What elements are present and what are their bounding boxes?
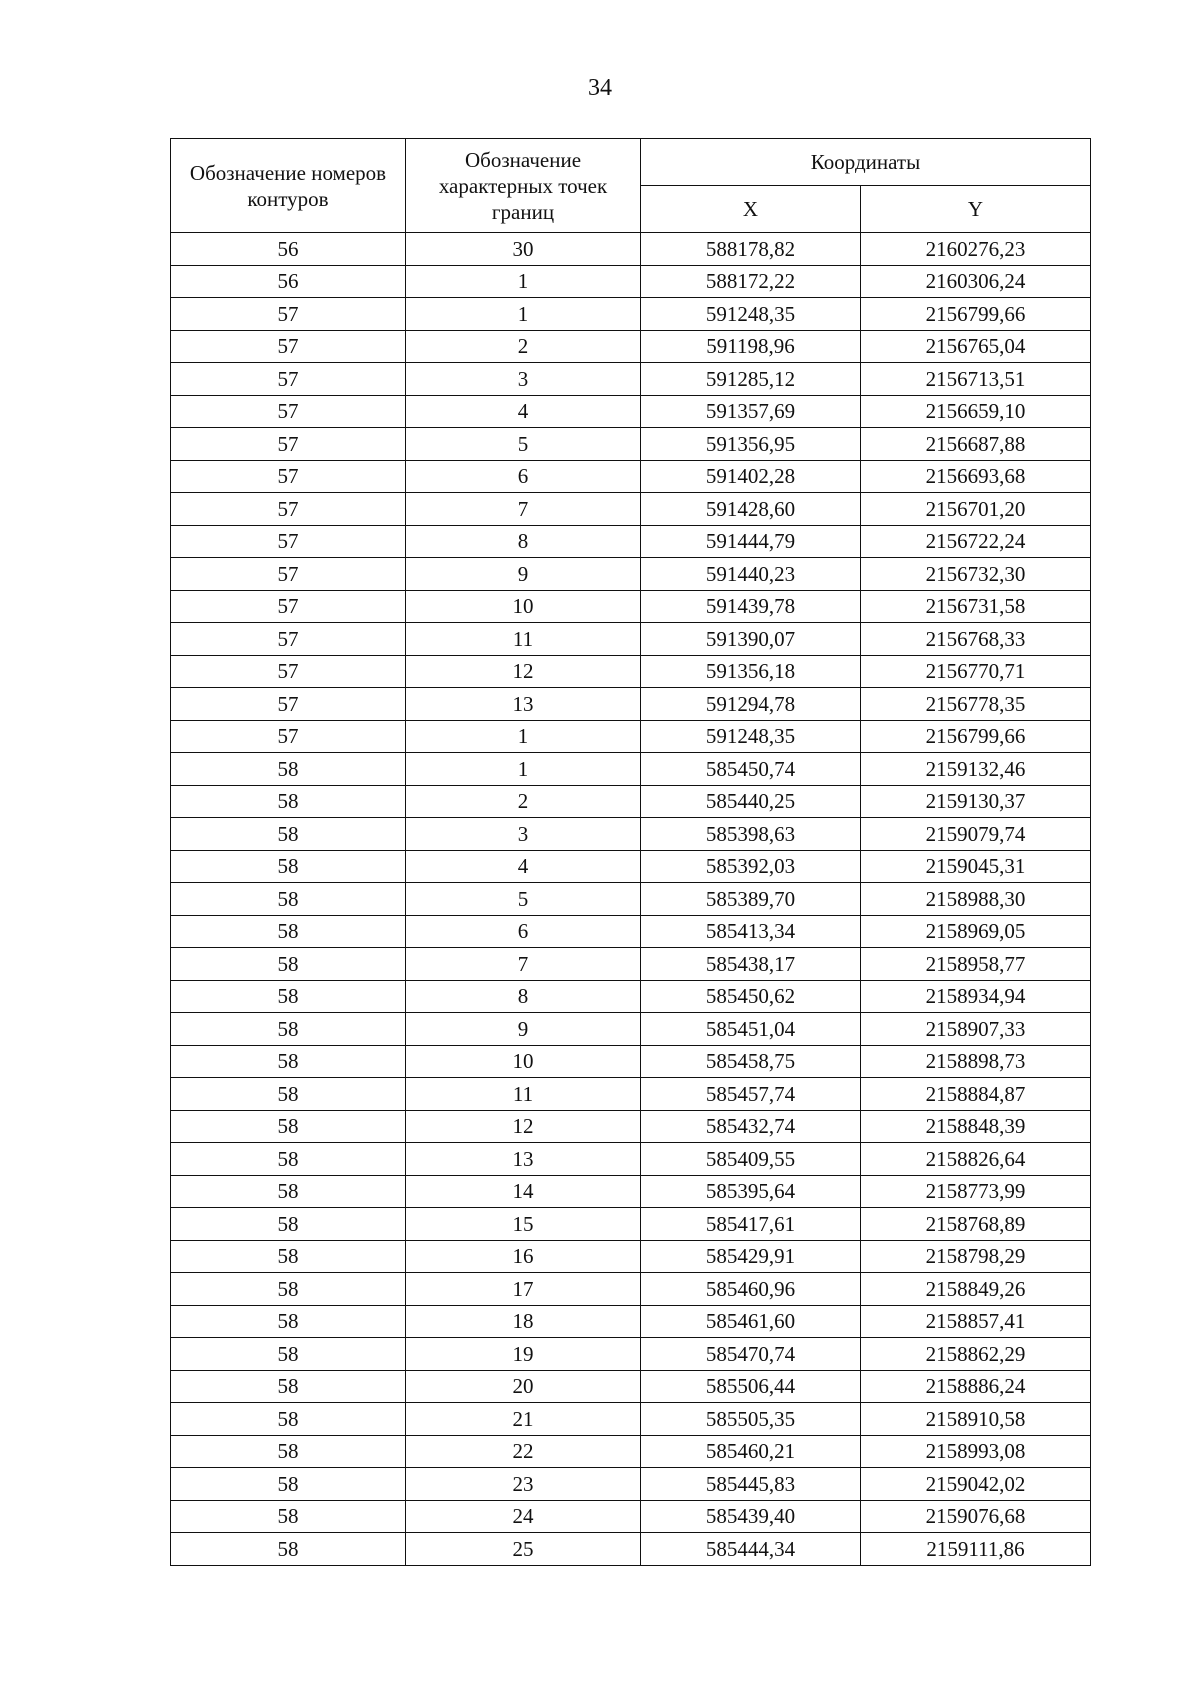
y-coordinate-cell: 2158849,26: [861, 1273, 1091, 1306]
y-coordinate-cell: 2158768,89: [861, 1208, 1091, 1241]
table-row: [171, 590, 1091, 623]
x-coordinate-cell: 585432,74: [641, 1110, 861, 1143]
contour-number-cell: 58: [171, 818, 406, 851]
contour-number-cell: 58: [171, 1533, 406, 1566]
point-number-cell: 8: [406, 525, 641, 558]
x-coordinate-cell: 585458,75: [641, 1045, 861, 1078]
contour-number-cell: 58: [171, 785, 406, 818]
y-coordinate-cell: 2156770,71: [861, 655, 1091, 688]
contour-number-cell: 57: [171, 298, 406, 331]
contour-number-cell: 58: [171, 915, 406, 948]
table-row: [171, 753, 1091, 786]
y-coordinate-cell: 2159130,37: [861, 785, 1091, 818]
contour-number-cell: 57: [171, 460, 406, 493]
x-coordinate-cell: 591390,07: [641, 623, 861, 656]
contour-number-cell: 57: [171, 428, 406, 461]
coordinates-header: Координаты: [641, 139, 1091, 186]
coordinates-table: [170, 138, 1091, 1566]
table-row: [171, 493, 1091, 526]
table-row: [171, 1143, 1091, 1176]
table-row: [171, 1078, 1091, 1111]
point-number-cell: 30: [406, 233, 641, 266]
x-coordinate-cell: 585450,74: [641, 753, 861, 786]
y-coordinate-cell: 2158988,30: [861, 883, 1091, 916]
point-number-cell: 10: [406, 590, 641, 623]
x-coordinate-cell: 585438,17: [641, 948, 861, 981]
contour-number-cell: 58: [171, 1338, 406, 1371]
x-coordinate-cell: 585461,60: [641, 1305, 861, 1338]
point-number-cell: 7: [406, 493, 641, 526]
table-row: [171, 525, 1091, 558]
y-coordinate-cell: 2158993,08: [861, 1435, 1091, 1468]
contour-number-cell: 58: [171, 1370, 406, 1403]
table-row: [171, 1338, 1091, 1371]
x-coordinate-cell: 585409,55: [641, 1143, 861, 1176]
table-row: [171, 1045, 1091, 1078]
x-coordinate-cell: 585417,61: [641, 1208, 861, 1241]
point-number-cell: 15: [406, 1208, 641, 1241]
y-coordinate-cell: 2160306,24: [861, 265, 1091, 298]
x-coordinate-cell: 585413,34: [641, 915, 861, 948]
contour-number-cell: 58: [171, 753, 406, 786]
contour-number-cell: 58: [171, 850, 406, 883]
y-coordinate-cell: 2158958,77: [861, 948, 1091, 981]
x-coordinate-cell: 585392,03: [641, 850, 861, 883]
contour-number-cell: 58: [171, 1273, 406, 1306]
x-coordinate-cell: 591444,79: [641, 525, 861, 558]
y-coordinate-cell: 2159042,02: [861, 1468, 1091, 1501]
table-row: [171, 233, 1091, 266]
x-coordinate-cell: 585395,64: [641, 1175, 861, 1208]
table-row: [171, 1110, 1091, 1143]
y-coordinate-cell: 2156693,68: [861, 460, 1091, 493]
contour-number-cell: 56: [171, 233, 406, 266]
x-coordinate-cell: 585429,91: [641, 1240, 861, 1273]
x-coordinate-cell: 591428,60: [641, 493, 861, 526]
point-number-cell: 4: [406, 850, 641, 883]
point-number-cell: 17: [406, 1273, 641, 1306]
table-body: [171, 233, 1091, 1566]
contour-number-cell: 58: [171, 1240, 406, 1273]
table-row: [171, 785, 1091, 818]
point-number-cell: 12: [406, 655, 641, 688]
point-number-cell: 2: [406, 330, 641, 363]
point-number-cell: 13: [406, 688, 641, 721]
contour-number-cell: 57: [171, 558, 406, 591]
y-coordinate-cell: 2158907,33: [861, 1013, 1091, 1046]
y-coordinate-cell: 2156701,20: [861, 493, 1091, 526]
table-row: [171, 655, 1091, 688]
point-number-cell: 11: [406, 623, 641, 656]
y-coordinate-cell: 2158798,29: [861, 1240, 1091, 1273]
table-row: [171, 1013, 1091, 1046]
x-coordinate-cell: 591357,69: [641, 395, 861, 428]
x-coordinate-cell: 585451,04: [641, 1013, 861, 1046]
y-header: Y: [861, 186, 1091, 233]
y-coordinate-cell: 2156731,58: [861, 590, 1091, 623]
point-number-cell: 5: [406, 428, 641, 461]
y-coordinate-cell: 2159111,86: [861, 1533, 1091, 1566]
x-coordinate-cell: 591440,23: [641, 558, 861, 591]
contour-number-cell: 58: [171, 1175, 406, 1208]
table-row: [171, 460, 1091, 493]
y-coordinate-cell: 2159045,31: [861, 850, 1091, 883]
y-coordinate-cell: 2158910,58: [861, 1403, 1091, 1436]
x-coordinate-cell: 591248,35: [641, 298, 861, 331]
point-number-cell: 1: [406, 298, 641, 331]
point-number-cell: 5: [406, 883, 641, 916]
y-coordinate-cell: 2158848,39: [861, 1110, 1091, 1143]
contour-number-cell: 58: [171, 1208, 406, 1241]
contour-number-cell: 57: [171, 590, 406, 623]
x-coordinate-cell: 585439,40: [641, 1500, 861, 1533]
point-number-cell: 11: [406, 1078, 641, 1111]
x-coordinate-cell: 585506,44: [641, 1370, 861, 1403]
y-coordinate-cell: 2158886,24: [861, 1370, 1091, 1403]
boundary-point-header: Обозначение характерных точек границ: [406, 139, 641, 233]
table-row: [171, 298, 1091, 331]
table-row: [171, 1500, 1091, 1533]
contour-number-cell: 57: [171, 330, 406, 363]
x-coordinate-cell: 591248,35: [641, 720, 861, 753]
contour-number-cell: 58: [171, 1143, 406, 1176]
contour-number-cell: 57: [171, 688, 406, 721]
table-row: [171, 265, 1091, 298]
contour-number-header: Обозначение номеров контуров: [171, 139, 406, 233]
point-number-cell: 10: [406, 1045, 641, 1078]
table-row: [171, 330, 1091, 363]
table-row: [171, 883, 1091, 916]
point-number-cell: 2: [406, 785, 641, 818]
x-coordinate-cell: 591294,78: [641, 688, 861, 721]
y-coordinate-cell: 2158826,64: [861, 1143, 1091, 1176]
table-row: [171, 558, 1091, 591]
y-coordinate-cell: 2158857,41: [861, 1305, 1091, 1338]
y-coordinate-cell: 2156713,51: [861, 363, 1091, 396]
point-number-cell: 8: [406, 980, 641, 1013]
y-coordinate-cell: 2156768,33: [861, 623, 1091, 656]
x-coordinate-cell: 585445,83: [641, 1468, 861, 1501]
contour-number-cell: 56: [171, 265, 406, 298]
point-number-cell: 9: [406, 1013, 641, 1046]
y-coordinate-cell: 2156799,66: [861, 720, 1091, 753]
table-row: [171, 1305, 1091, 1338]
table-row: [171, 850, 1091, 883]
page-number: 34: [588, 75, 612, 101]
point-number-cell: 20: [406, 1370, 641, 1403]
point-number-cell: 9: [406, 558, 641, 591]
x-coordinate-cell: 585505,35: [641, 1403, 861, 1436]
point-number-cell: 3: [406, 363, 641, 396]
point-number-cell: 24: [406, 1500, 641, 1533]
x-coordinate-cell: 588172,22: [641, 265, 861, 298]
point-number-cell: 1: [406, 720, 641, 753]
point-number-cell: 14: [406, 1175, 641, 1208]
contour-number-cell: 58: [171, 1468, 406, 1501]
contour-number-cell: 58: [171, 1110, 406, 1143]
contour-number-cell: 57: [171, 720, 406, 753]
point-number-cell: 18: [406, 1305, 641, 1338]
contour-number-cell: 58: [171, 980, 406, 1013]
x-coordinate-cell: 591402,28: [641, 460, 861, 493]
table-row: [171, 1240, 1091, 1273]
table-row: [171, 818, 1091, 851]
x-coordinate-cell: 591439,78: [641, 590, 861, 623]
x-coordinate-cell: 585457,74: [641, 1078, 861, 1111]
y-coordinate-cell: 2156722,24: [861, 525, 1091, 558]
table-row: [171, 395, 1091, 428]
contour-number-cell: 57: [171, 395, 406, 428]
point-number-cell: 19: [406, 1338, 641, 1371]
point-number-cell: 21: [406, 1403, 641, 1436]
x-coordinate-cell: 585460,96: [641, 1273, 861, 1306]
y-coordinate-cell: 2158862,29: [861, 1338, 1091, 1371]
x-coordinate-cell: 588178,82: [641, 233, 861, 266]
point-number-cell: 22: [406, 1435, 641, 1468]
point-number-cell: 23: [406, 1468, 641, 1501]
x-coordinate-cell: 585444,34: [641, 1533, 861, 1566]
contour-number-cell: 58: [171, 1013, 406, 1046]
y-coordinate-cell: 2158773,99: [861, 1175, 1091, 1208]
table-row: [171, 363, 1091, 396]
table-row: [171, 1273, 1091, 1306]
contour-number-cell: 58: [171, 883, 406, 916]
x-coordinate-cell: 585389,70: [641, 883, 861, 916]
x-coordinate-cell: 585460,21: [641, 1435, 861, 1468]
x-coordinate-cell: 591356,95: [641, 428, 861, 461]
point-number-cell: 6: [406, 915, 641, 948]
y-coordinate-cell: 2158934,94: [861, 980, 1091, 1013]
table-row: [171, 1533, 1091, 1566]
contour-number-cell: 57: [171, 623, 406, 656]
y-coordinate-cell: 2158969,05: [861, 915, 1091, 948]
y-coordinate-cell: 2156799,66: [861, 298, 1091, 331]
point-number-cell: 6: [406, 460, 641, 493]
x-coordinate-cell: 585398,63: [641, 818, 861, 851]
point-number-cell: 7: [406, 948, 641, 981]
y-coordinate-cell: 2159076,68: [861, 1500, 1091, 1533]
table-row: [171, 1370, 1091, 1403]
contour-number-cell: 57: [171, 363, 406, 396]
table-row: [171, 915, 1091, 948]
y-coordinate-cell: 2160276,23: [861, 233, 1091, 266]
contour-number-cell: 58: [171, 1500, 406, 1533]
table-row: [171, 1175, 1091, 1208]
y-coordinate-cell: 2158884,87: [861, 1078, 1091, 1111]
y-coordinate-cell: 2156687,88: [861, 428, 1091, 461]
y-coordinate-cell: 2156732,30: [861, 558, 1091, 591]
y-coordinate-cell: 2159079,74: [861, 818, 1091, 851]
y-coordinate-cell: 2156765,04: [861, 330, 1091, 363]
x-coordinate-cell: 585470,74: [641, 1338, 861, 1371]
x-coordinate-cell: 591356,18: [641, 655, 861, 688]
table-row: [171, 428, 1091, 461]
x-coordinate-cell: 591198,96: [641, 330, 861, 363]
table-row: [171, 1468, 1091, 1501]
table-row: [171, 1435, 1091, 1468]
contour-number-cell: 58: [171, 1435, 406, 1468]
contour-number-cell: 57: [171, 493, 406, 526]
x-header: X: [641, 186, 861, 233]
point-number-cell: 1: [406, 753, 641, 786]
point-number-cell: 3: [406, 818, 641, 851]
contour-number-cell: 57: [171, 525, 406, 558]
y-coordinate-cell: 2156659,10: [861, 395, 1091, 428]
table-row: [171, 720, 1091, 753]
x-coordinate-cell: 585450,62: [641, 980, 861, 1013]
x-coordinate-cell: 591285,12: [641, 363, 861, 396]
contour-number-cell: 58: [171, 1078, 406, 1111]
y-coordinate-cell: 2159132,46: [861, 753, 1091, 786]
contour-number-cell: 58: [171, 1045, 406, 1078]
point-number-cell: 1: [406, 265, 641, 298]
table-row: [171, 688, 1091, 721]
table-row: [171, 948, 1091, 981]
table-row: [171, 1208, 1091, 1241]
y-coordinate-cell: 2158898,73: [861, 1045, 1091, 1078]
table-row: [171, 1403, 1091, 1436]
table-row: [171, 980, 1091, 1013]
point-number-cell: 16: [406, 1240, 641, 1273]
contour-number-cell: 57: [171, 655, 406, 688]
point-number-cell: 13: [406, 1143, 641, 1176]
point-number-cell: 12: [406, 1110, 641, 1143]
contour-number-cell: 58: [171, 1305, 406, 1338]
y-coordinate-cell: 2156778,35: [861, 688, 1091, 721]
table-row: [171, 623, 1091, 656]
contour-number-cell: 58: [171, 948, 406, 981]
contour-number-cell: 58: [171, 1403, 406, 1436]
point-number-cell: 4: [406, 395, 641, 428]
x-coordinate-cell: 585440,25: [641, 785, 861, 818]
header-row: [171, 139, 1091, 186]
point-number-cell: 25: [406, 1533, 641, 1566]
table-header: [171, 139, 1091, 233]
